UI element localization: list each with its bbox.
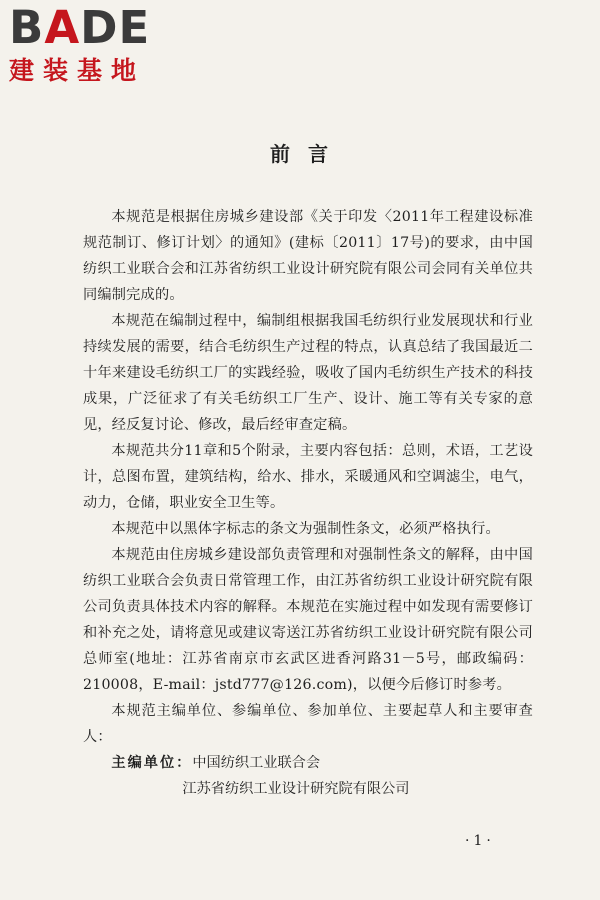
logo-wordmark bbox=[9, 1, 179, 54]
logo-subtitle: 建装基地 bbox=[9, 56, 146, 85]
document-page bbox=[83, 140, 533, 802]
page-number: ·1· bbox=[465, 833, 495, 849]
page-title: 前言 bbox=[270, 142, 346, 166]
chief-units-label: 主编单位： bbox=[111, 755, 193, 771]
paragraph-process: 本规范在编制过程中，编制组根据我国毛纺织行业发展现状和行业持续发展的需要，结合毛纺织生产过程的特点，认真总结了我国最近二十年来建设毛纺织工厂的实践经验，吸收了国内毛纺织生产技术的科技成果，广泛征求了有关毛纺织工厂生产、设计、施工等有关专家的意见，经反复讨论、修改，最后经审查定稿。 bbox=[83, 313, 533, 433]
logo-letter-a: A bbox=[44, 1, 81, 54]
logo-letters-de: DE bbox=[80, 1, 151, 54]
paragraph-management: 本规范由住房城乡建设部负责管理和对强制性条文的解释，由中国纺织工业联合会负责日常管理工作，由江苏省纺织工业设计研究院有限公司负责具体技术内容的解释。本规范在实施过程中如发现有需要修订和补充之处，请将意见或建议寄送江苏省纺织工业设计研究院有限公司总师室(地址：江苏省南京市玄武区进香河路31－5号，邮政编码：210008，E-mail：jstd777@126.com)，以便今后修订时参考。 bbox=[83, 547, 533, 693]
paragraph-mandatory: 本规范中以黑体字标志的条文为强制性条文，必须严格执行。 bbox=[111, 521, 500, 537]
bade-logo bbox=[9, 1, 179, 96]
list-item bbox=[83, 776, 533, 802]
paragraph-contents: 本规范共分11章和5个附录，主要内容包括：总则，术语，工艺设计，总图布置，建筑结构，给水、排水，采暖通风和空调滤尘，电气，动力，仓储，职业安全卫生等。 bbox=[83, 443, 533, 511]
chief-unit-name: 中国纺织工业联合会 bbox=[192, 755, 321, 771]
paragraph-participants: 本规范主编单位、参编单位、参加单位、主要起草人和主要审查人： bbox=[83, 703, 533, 745]
chief-unit-name: 江苏省纺织工业设计研究院有限公司 bbox=[182, 781, 410, 797]
paragraph-basis: 本规范是根据住房城乡建设部《关于印发〈2011年工程建设标准规范制订、修订计划〉的通知》(建标〔2011〕17号)的要求，由中国纺织工业联合会和江苏省纺织工业设计研究院有限公司会同有关单位共同编制完成的。 bbox=[83, 209, 533, 303]
chief-units-list bbox=[83, 750, 533, 802]
logo-letter-b: B bbox=[9, 1, 45, 54]
list-item bbox=[83, 750, 533, 776]
